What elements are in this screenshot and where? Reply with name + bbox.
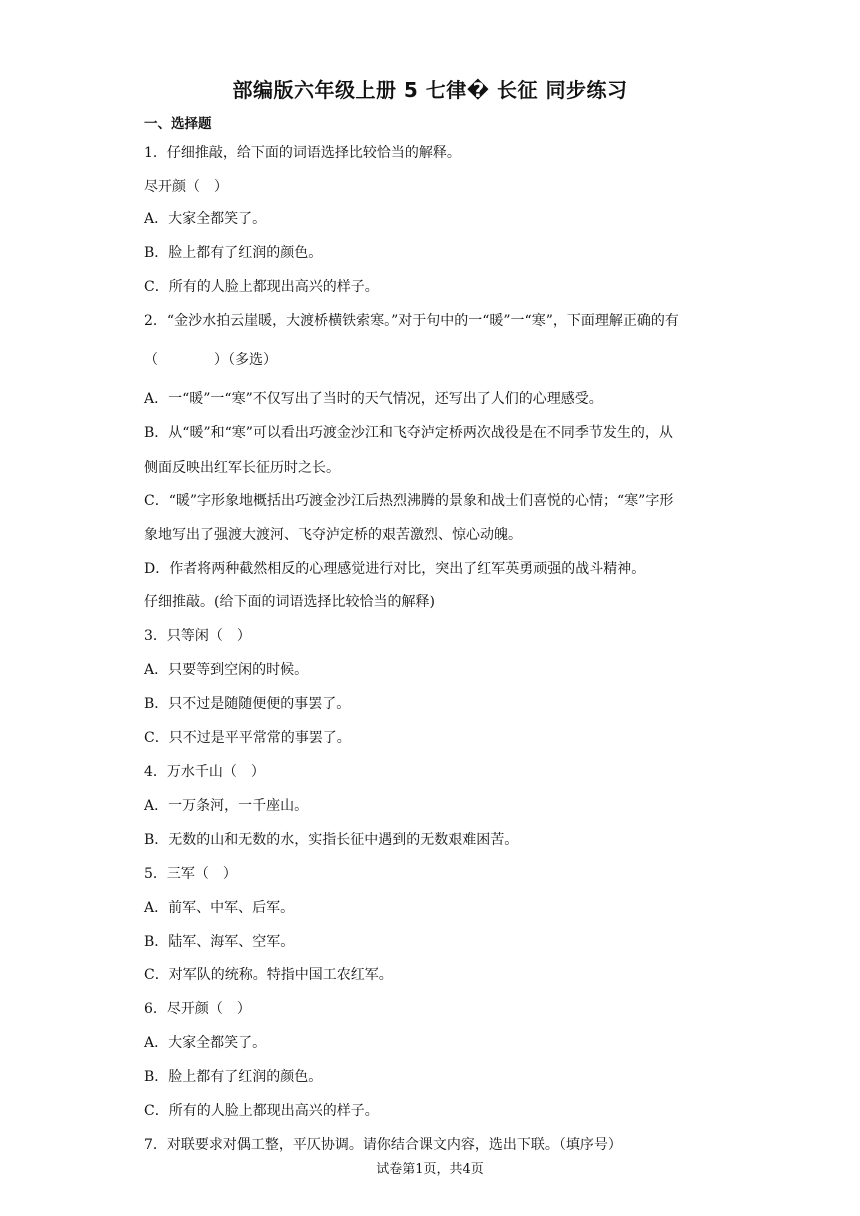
section-heading: 一、选择题 (144, 116, 212, 132)
question-line: 3．只等闲（ ） (144, 628, 251, 644)
option-line: B．无数的山和无数的水，实指长征中遇到的无数艰难困苦。 (144, 832, 519, 848)
question-line: （ ）（多选） (144, 352, 277, 368)
question-line: 1．仔细推敲，给下面的词语选择比较恰当的解释。 (144, 145, 461, 161)
option-line: A．前军、中军、后军。 (144, 900, 295, 916)
option-line: C．所有的人脸上都现出高兴的样子。 (144, 1103, 379, 1119)
option-line: C．“暖”字形象地概括出巧渡金沙江后热烈沸腾的景象和战士们喜悦的心情；“寒”字形 (144, 493, 674, 509)
option-line: C．对军队的统称。特指中国工农红军。 (144, 967, 393, 983)
option-line: 侧面反映出红军长征历时之长。 (144, 460, 340, 476)
question-line: 2．“金沙水拍云崖暖，大渡桥横铁索寒。”对于句中的一“暖”一“寒”，下面理解正确的有 (144, 313, 679, 329)
option-line: A．一“暖”一“寒”不仅写出了当时的天气情况，还写出了人们的心理感受。 (144, 391, 603, 407)
option-line: B．脸上都有了红润的颜色。 (144, 1069, 323, 1085)
option-line: C．所有的人脸上都现出高兴的样子。 (144, 279, 379, 295)
option-line: A．一万条河，一千座山。 (144, 798, 309, 814)
question-line: 5．三军（ ） (144, 866, 237, 882)
option-line: C．只不过是平平常常的事罢了。 (144, 730, 351, 746)
option-line: A．只要等到空闲的时候。 (144, 662, 309, 678)
option-line: B．从“暖”和“寒”可以看出巧渡金沙江和飞夺泸定桥两次战役是在不同季节发生的，从 (144, 425, 673, 441)
option-line: 象地写出了强渡大渡河、飞夺泸定桥的艰苦激烈、惊心动魄。 (144, 527, 522, 543)
question-line: 尽开颜（ ） (144, 179, 228, 195)
page-footer: 试卷第1页，共4页 (376, 1162, 484, 1177)
option-line: B．脸上都有了红润的颜色。 (144, 245, 323, 261)
question-line: 6．尽开颜（ ） (144, 1001, 251, 1017)
option-line: A．大家全都笑了。 (144, 211, 267, 227)
option-line: A．大家全都笑了。 (144, 1035, 267, 1051)
document-title: 部编版六年级上册 5 七律� 长征 同步练习 (232, 78, 628, 102)
option-line: B．陆军、海军、空军。 (144, 934, 295, 950)
instruction-line: 仔细推敲。(给下面的词语选择比较恰当的解释) (144, 594, 435, 610)
option-line: B．只不过是随随便便的事罢了。 (144, 696, 351, 712)
option-line: D．作者将两种截然相反的心理感觉进行对比，突出了红军英勇顽强的战斗精神。 (144, 561, 646, 577)
question-line: 4．万水千山（ ） (144, 764, 265, 780)
question-line: 7．对联要求对偶工整，平仄协调。请你结合课文内容，选出下联。（填序号） (144, 1137, 622, 1153)
